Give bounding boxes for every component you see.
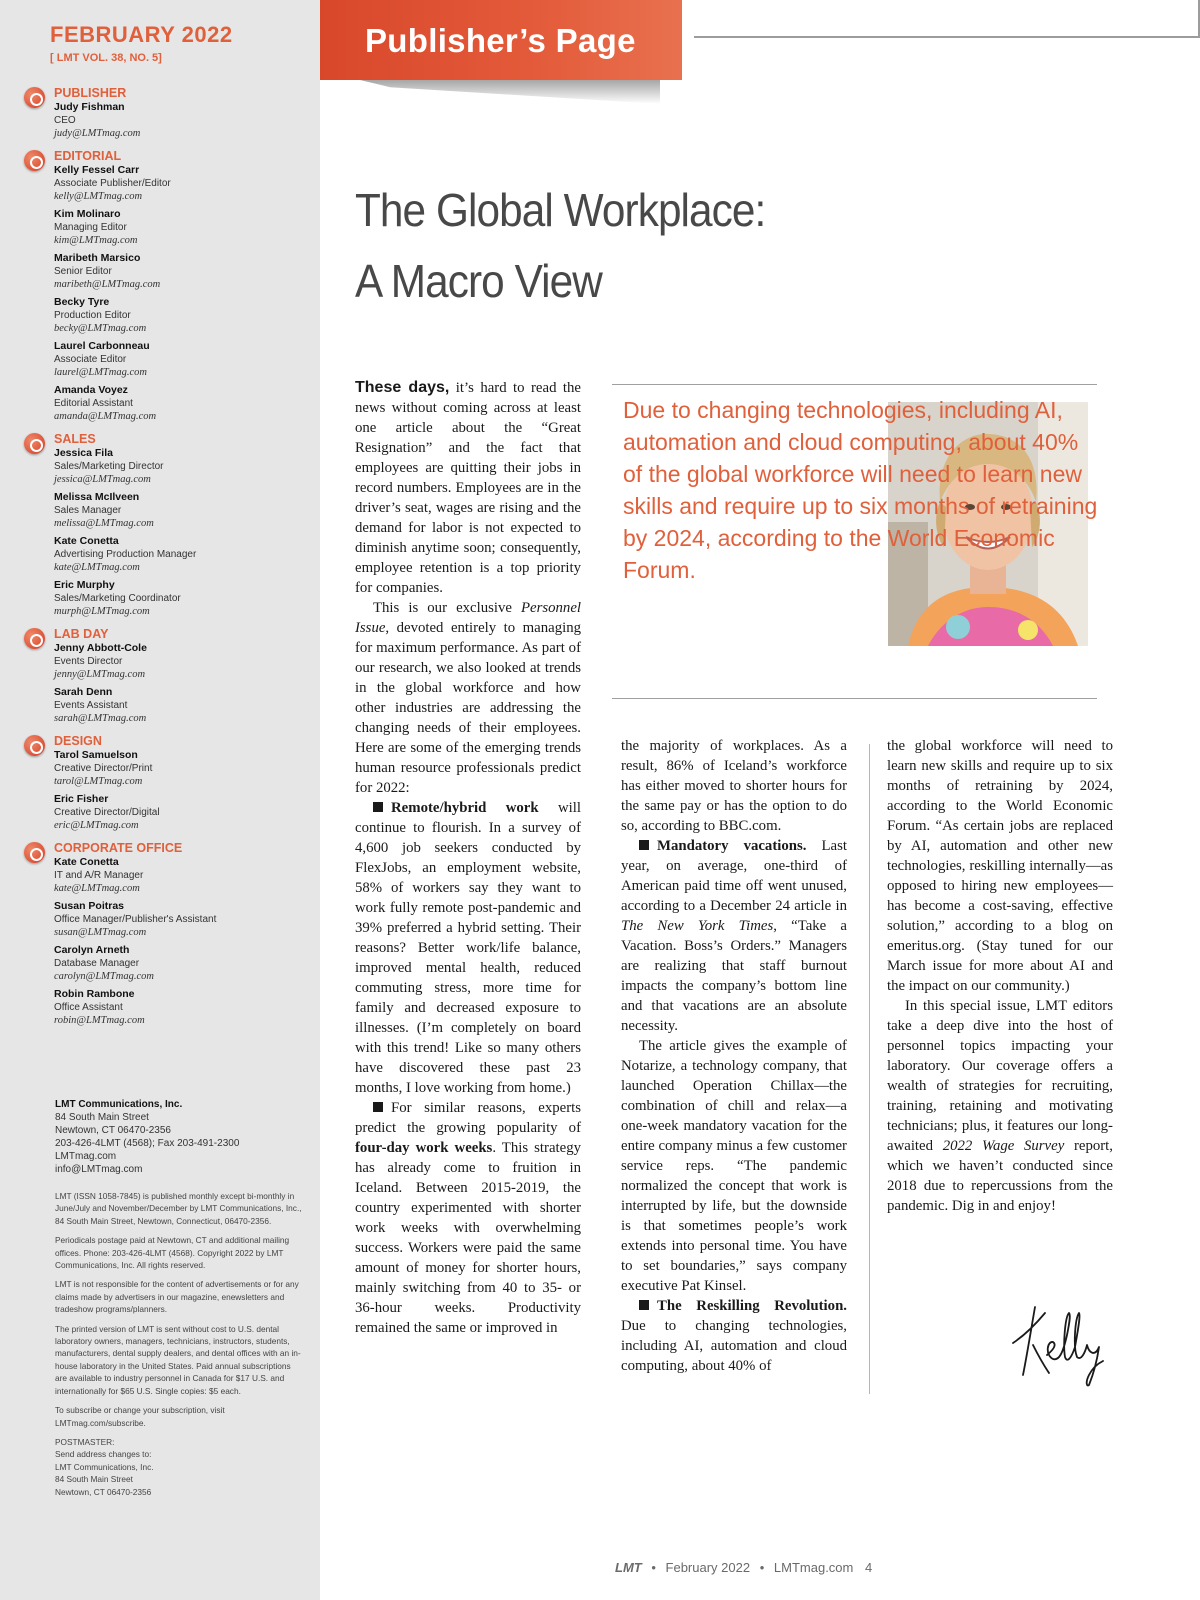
postmaster-notice: POSTMASTER: Send address changes to: LMT Communications, Inc. 84 South Main Street Newtown, CT 06470-2356 bbox=[55, 1436, 154, 1497]
staff-role: Creative Director/Print bbox=[54, 763, 153, 774]
staff-entry bbox=[54, 642, 310, 681]
company-phone: 203-426-4LMT (4568); Fax 203-491-2300 bbox=[55, 1138, 240, 1149]
paragraph: the majority of workplaces. As a result, 86% of Iceland’s workforce has either moved to shorter hours for the same pay or has the option to do so, according to BBC.com. bbox=[621, 738, 847, 834]
staff-entry bbox=[54, 164, 310, 203]
staff-email[interactable]: eric@LMTmag.com bbox=[54, 820, 139, 831]
legal-notices bbox=[55, 1190, 303, 1505]
staff-entry bbox=[54, 900, 310, 939]
staff-email[interactable]: laurel@LMTmag.com bbox=[54, 367, 147, 378]
masthead-section-title: EDITORIAL bbox=[54, 149, 122, 163]
square-bullet-icon bbox=[373, 802, 383, 812]
staff-name: Jenny Abbott-Cole bbox=[54, 642, 147, 654]
page-footer bbox=[615, 1560, 1015, 1575]
paragraph bbox=[887, 996, 1113, 1216]
pull-quote-rule-bottom bbox=[612, 698, 1097, 699]
staff-entry bbox=[54, 208, 310, 247]
staff-role: Associate Editor bbox=[54, 354, 127, 365]
masthead-section-title: CORPORATE OFFICE bbox=[54, 841, 183, 855]
paragraph-text: Last year, on average, one-third of American paid time off went unused, according to a December 24 article in bbox=[621, 838, 847, 914]
paragraph-text: , “Take a Vacation. Boss’s Orders.” Managers are realizing that staff burnout impacts the company’s bottom line and that vacations are an absolute necessity. bbox=[621, 918, 847, 1034]
staff-entry bbox=[54, 296, 310, 335]
staff-name: Eric Fisher bbox=[54, 793, 109, 805]
legal-paragraph: LMT (ISSN 1058-7845) is published monthly except bi-monthly in June/July and November/December by LMT Communications, Inc., 84 South Main Street, Newtown, Connecticut, 06470-2356. bbox=[55, 1191, 302, 1226]
masthead-section bbox=[20, 627, 310, 725]
masthead-section bbox=[20, 734, 310, 832]
staff-name: Kate Conetta bbox=[54, 856, 119, 868]
pull-quote: Due to changing technologies, including AI, automation and cloud computing, about 40% of the global workforce will need to learn new skills and require up to six months of retraining by 2024, according to the World Economic Forum. bbox=[623, 397, 1098, 583]
paragraph-text: This is our exclusive bbox=[373, 600, 521, 616]
bullet-paragraph bbox=[355, 1098, 581, 1338]
staff-role: Events Director bbox=[54, 656, 123, 667]
sales-icon bbox=[24, 433, 45, 454]
staff-name: Jessica Fila bbox=[54, 447, 113, 459]
staff-role: Office Manager/Publisher's Assistant bbox=[54, 914, 217, 925]
staff-email[interactable]: sarah@LMTmag.com bbox=[54, 713, 147, 724]
staff-email[interactable]: susan@LMTmag.com bbox=[54, 927, 147, 938]
staff-email[interactable]: murph@LMTmag.com bbox=[54, 606, 150, 617]
publisher-icon bbox=[24, 87, 45, 108]
staff-entry bbox=[54, 491, 310, 530]
staff-name: Kelly Fessel Carr bbox=[54, 164, 140, 176]
staff-entry bbox=[54, 988, 310, 1027]
publisher-signature bbox=[1005, 1295, 1115, 1390]
paragraph: the global workforce will need to learn new skills and require up to six months of retraining by 2024, according to the World Economic Forum. “As certain jobs are replaced by AI, automation and other new technologies, reskilling internally—as opposed to hiring new employees—has become a cost-saving, effective solution,” according to a blog on emeritus.org. (Stay tuned for our March issue for more about AI and the impact on our community.) bbox=[887, 738, 1113, 994]
pull-quote-rule-top bbox=[612, 384, 1097, 385]
masthead-section-title: DESIGN bbox=[54, 734, 102, 748]
staff-email[interactable]: kate@LMTmag.com bbox=[54, 883, 140, 894]
company-website[interactable]: LMTmag.com bbox=[55, 1151, 117, 1162]
issue-date: FEBRUARY 2022 bbox=[50, 22, 233, 47]
paragraph bbox=[355, 378, 581, 598]
staff-entry bbox=[54, 447, 310, 486]
legal-paragraph: The printed version of LMT is sent without cost to U.S. dental laboratory owners, managers, technicians, instructors, students, manufacturers, dental supply dealers, and dental offices with an in-house laboratory in the United States. Paid annual subscriptions are available to industry personnel in Canada for $17 U.S. and internationally for $65 U.S. Single copies: $5 each. bbox=[55, 1323, 301, 1396]
staff-role: CEO bbox=[54, 115, 76, 126]
staff-role: IT and A/R Manager bbox=[54, 870, 144, 881]
footer-separator: • bbox=[651, 1560, 656, 1575]
staff-name: Maribeth Marsico bbox=[54, 252, 141, 264]
article-column-1 bbox=[355, 378, 581, 1338]
staff-email[interactable]: tarol@LMTmag.com bbox=[54, 776, 143, 787]
staff-name: Kim Molinaro bbox=[54, 208, 121, 220]
banner-shadow bbox=[360, 80, 660, 104]
article-column-2 bbox=[621, 736, 847, 1376]
masthead-section-title: LAB DAY bbox=[54, 627, 109, 641]
staff-role: Sales Manager bbox=[54, 505, 122, 516]
lead-in: These days, bbox=[355, 379, 450, 396]
staff-email[interactable]: maribeth@LMTmag.com bbox=[54, 279, 161, 290]
staff-role: Office Assistant bbox=[54, 1002, 123, 1013]
staff-name: Kate Conetta bbox=[54, 535, 119, 547]
bullet-paragraph bbox=[621, 836, 847, 1036]
staff-entry bbox=[54, 944, 310, 983]
staff-role: Sales/Marketing Coordinator bbox=[54, 593, 181, 604]
staff-name: Susan Poitras bbox=[54, 900, 125, 912]
masthead-section bbox=[20, 841, 310, 1027]
bullet-heading: Remote/hybrid work bbox=[391, 800, 539, 816]
paragraph-text: report, which we haven’t conducted since 2018 due to repercussions from the pandemic. Dig in and enjoy! bbox=[887, 1138, 1113, 1214]
staff-email[interactable]: jessica@LMTmag.com bbox=[54, 474, 151, 485]
paragraph-text: , devoted entirely to managing for maximum performance. As part of our research, we also looked at trends in the global workforce and how other industries are addressing the changing needs of their employees. Here are some of the emerging trends human resource professionals predict for 2022: bbox=[355, 620, 581, 796]
staff-name: Melissa McIlveen bbox=[54, 491, 140, 503]
header-rule bbox=[694, 36, 1200, 38]
staff-role: Advertising Production Manager bbox=[54, 549, 197, 560]
staff-role: Managing Editor bbox=[54, 222, 127, 233]
column-divider bbox=[869, 744, 870, 1394]
legal-paragraph: Periodicals postage paid at Newtown, CT and additional mailing offices. Phone: 203-426-4LMT (4568). Copyright 2022 by LMT Communications, Inc. All rights reserved. bbox=[55, 1235, 290, 1271]
article-title bbox=[355, 175, 999, 317]
legal-paragraph: To subscribe or change your subscription, visit LMTmag.com/subscribe. bbox=[55, 1405, 225, 1428]
staff-entry bbox=[54, 579, 310, 618]
staff-role: Senior Editor bbox=[54, 266, 112, 277]
staff-role: Database Manager bbox=[54, 958, 140, 969]
masthead-section bbox=[20, 432, 310, 618]
paragraph-text: . This strategy has already come to fruition in Iceland. Between 2015-2019, the country experimented with shorter work weeks with overwhelming success. Workers were paid the same amount of money for shorter hours, mainly switching from 40 to 35- or 36-hour weeks. Productivity remained the same or improved in bbox=[355, 1140, 581, 1336]
staff-email[interactable]: kim@LMTmag.com bbox=[54, 235, 138, 246]
staff-role: Sales/Marketing Director bbox=[54, 461, 164, 472]
staff-role: Production Editor bbox=[54, 310, 131, 321]
company-info bbox=[55, 1098, 305, 1176]
issue-volume: [ LMT VOL. 38, NO. 5] bbox=[50, 52, 162, 64]
footer-issue: February 2022 bbox=[665, 1560, 751, 1575]
company-email[interactable]: info@LMTmag.com bbox=[55, 1164, 143, 1175]
editorial-icon bbox=[24, 150, 45, 171]
legal-paragraph: LMT is not responsible for the content of advertisements or for any claims made by advertisers in our magazine, enewsletters and tradeshow programs/planners. bbox=[55, 1279, 299, 1315]
footer-brand: LMT bbox=[615, 1560, 642, 1575]
survey-name: 2022 Wage Survey bbox=[942, 1138, 1065, 1154]
paragraph-text: Due to changing technologies, including AI, automation and cloud computing, about 40% of bbox=[621, 1318, 847, 1374]
article-column-3 bbox=[887, 736, 1113, 1216]
staff-name: Laurel Carbonneau bbox=[54, 340, 150, 352]
masthead-list bbox=[20, 86, 310, 1036]
staff-entry bbox=[54, 384, 310, 423]
paragraph: The article gives the example of Notarize, a technology company, that launched Operation Chillax—the combination of chill and relax—a one-week mandatory vacation for the entire company minus a few customer service reps. “The pandemic normalized the concept that work is interrupted by life, but the downside is that sometimes people’s work extends into personal time. You have to set boundaries,” says company executive Pat Kinsel. bbox=[621, 1038, 847, 1294]
staff-entry bbox=[54, 340, 310, 379]
page-number: 4 bbox=[865, 1560, 873, 1575]
staff-name: Sarah Denn bbox=[54, 686, 113, 698]
issue-name: Personnel Issue bbox=[355, 600, 581, 636]
bullet-heading: four-day work weeks bbox=[355, 1140, 493, 1156]
design-icon bbox=[24, 735, 45, 756]
bullet-heading: Mandatory vacations. bbox=[657, 838, 807, 854]
staff-entry bbox=[54, 252, 310, 291]
square-bullet-icon bbox=[373, 1102, 383, 1112]
staff-entry bbox=[54, 749, 310, 788]
publication-name: The New York Times bbox=[621, 918, 774, 934]
title-line-2: A Macro View bbox=[355, 255, 602, 307]
staff-email[interactable]: becky@LMTmag.com bbox=[54, 323, 147, 334]
staff-email[interactable]: melissa@LMTmag.com bbox=[54, 518, 154, 529]
masthead-section bbox=[20, 149, 310, 423]
staff-email[interactable]: kate@LMTmag.com bbox=[54, 562, 140, 573]
company-address-line: 84 South Main Street bbox=[55, 1112, 149, 1123]
staff-role: Editorial Assistant bbox=[54, 398, 133, 409]
staff-name: Robin Rambone bbox=[54, 988, 135, 1000]
staff-entry bbox=[54, 101, 310, 140]
staff-entry bbox=[54, 686, 310, 725]
paragraph-text: In this special issue, LMT editors take a deep dive into the host of personnel topics impacting your laboratory. Our coverage offers a wealth of strategies for recruiting, training, retaining and motivating technicians; plus, it features our long-awaited bbox=[887, 998, 1113, 1154]
staff-role: Events Assistant bbox=[54, 700, 128, 711]
footer-site[interactable]: LMTmag.com bbox=[773, 1560, 854, 1575]
masthead-sidebar bbox=[0, 0, 320, 1600]
company-address-line: Newtown, CT 06470-2356 bbox=[55, 1125, 171, 1136]
staff-name: Judy Fishman bbox=[54, 101, 125, 113]
staff-email[interactable]: carolyn@LMTmag.com bbox=[54, 971, 154, 982]
section-title: Publisher’s Page bbox=[365, 22, 636, 59]
staff-email[interactable]: jenny@LMTmag.com bbox=[54, 669, 146, 680]
bullet-heading: The Reskilling Revolution. bbox=[657, 1298, 847, 1314]
corporate-office-icon bbox=[24, 842, 45, 863]
company-name: LMT Communications, Inc. bbox=[55, 1099, 183, 1110]
staff-email[interactable]: amanda@LMTmag.com bbox=[54, 411, 157, 422]
staff-name: Amanda Voyez bbox=[54, 384, 128, 396]
staff-name: Carolyn Arneth bbox=[54, 944, 130, 956]
staff-email[interactable]: robin@LMTmag.com bbox=[54, 1015, 145, 1026]
staff-email[interactable]: judy@LMTmag.com bbox=[54, 128, 141, 139]
staff-name: Becky Tyre bbox=[54, 296, 110, 308]
lab-day-icon bbox=[24, 628, 45, 649]
masthead-section-title: PUBLISHER bbox=[54, 86, 127, 100]
staff-role: Associate Publisher/Editor bbox=[54, 178, 171, 189]
paragraph-text: For similar reasons, experts predict the growing popularity of bbox=[355, 1100, 581, 1136]
staff-email[interactable]: kelly@LMTmag.com bbox=[54, 191, 143, 202]
staff-role: Creative Director/Digital bbox=[54, 807, 160, 818]
footer-separator: • bbox=[759, 1560, 765, 1575]
staff-entry bbox=[54, 793, 310, 832]
square-bullet-icon bbox=[639, 1300, 649, 1310]
bullet-paragraph bbox=[621, 1296, 847, 1376]
title-line-1: The Global Workplace: bbox=[355, 184, 766, 236]
staff-entry bbox=[54, 535, 310, 574]
staff-name: Tarol Samuelson bbox=[54, 749, 138, 761]
paragraph-text: it’s hard to read the news without coming across at least one article about the “Great Resignation” and the fact that employees are quitting their jobs in record numbers. Employees are in the driver’s seat, wages are rising and the demand for labor is not expected to diminish anytime soon; consequently, employee retention is a top priority for companies. bbox=[355, 380, 581, 596]
bullet-paragraph bbox=[355, 798, 581, 1098]
paragraph-text: will continue to flourish. In a survey of 4,600 job seekers conducted by FlexJobs, an employment website, 58% of workers say they want to work fully remote post-pandemic and 39% preferred a hybrid setting. Their reasons? Better work/life balance, improved mental health, reduced commuting stress, more time for family and decreased exposure to illnesses. (I’m completely on board with this trend! Like so many others have discovered these past 23 months, I love working from home.) bbox=[355, 800, 581, 1096]
paragraph bbox=[355, 598, 581, 798]
masthead-section bbox=[20, 86, 310, 140]
masthead-section-title: SALES bbox=[54, 432, 96, 446]
staff-entry bbox=[54, 856, 310, 895]
square-bullet-icon bbox=[639, 840, 649, 850]
staff-name: Eric Murphy bbox=[54, 579, 115, 591]
